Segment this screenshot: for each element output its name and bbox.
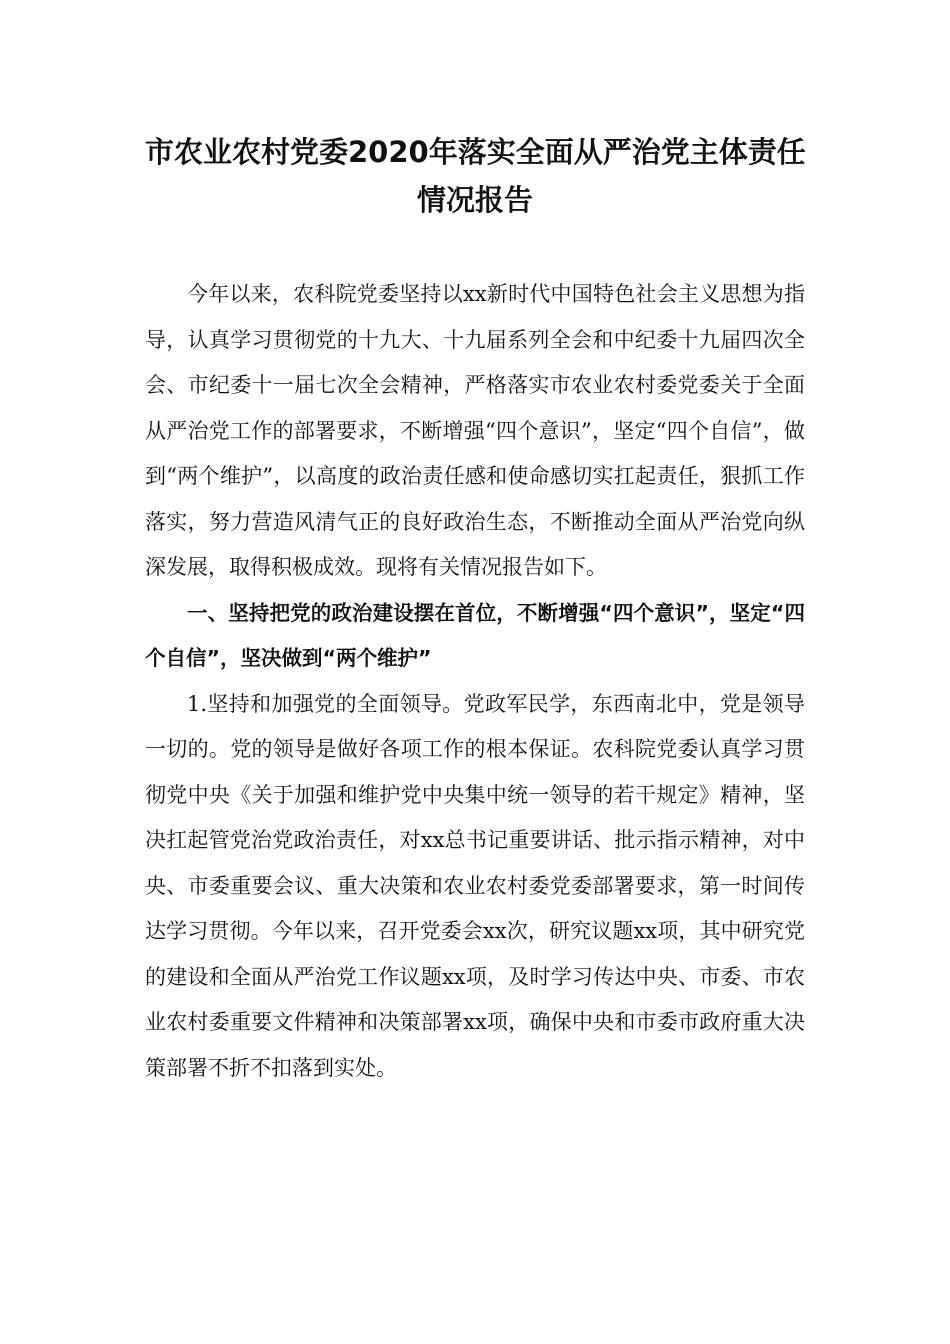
intro-paragraph: 今年以来，农科院党委坚持以xx新时代中国特色社会主义思想为指导，认真学习贯彻党的十九大、十九届系列全会和中纪委十九届四次全会、市纪委十一届七次全会精神，严格落实市农业农村委党委关于全面从严治党工作的部署要求，不断增强“四个意识”，坚定“四个自信”，做到“两个维护”，以高度的政治责任感和使命感切实扛起责任，狠抓工作落实，努力营造风清气正的良好政治生态，不断推动全面从严治党向纵深发展，取得积极成效。现将有关情况报告如下。	[145, 282, 805, 579]
document-content	[145, 128, 805, 1091]
document-title	[145, 128, 805, 224]
section-1-item-1: 1.坚持和加强党的全面领导。党政军民学，东西南北中，党是领导一切的。党的领导是做好各项工作的根本保证。农科院党委认真学习贯彻党中央《关于加强和维护党中央集中统一领导的若干规定》精神，坚决扛起管党治党政治责任，对xx总书记重要讲话、批示指示精神，对中央、市委重要会议、重大决策和农业农村委党委部署要求，第一时间传达学习贯彻。今年以来，召开党委会xx次，研究议题xx项，其中研究党的建设和全面从严治党工作议题xx项，及时学习传达中央、市委、市农业农村委重要文件精神和决策部署xx项，确保中央和市委市政府重大决策部署不折不扣落到实处。	[145, 691, 805, 1080]
section-1-heading: 一、坚持把党的政治建设摆在首位，不断增强“四个意识”，坚定“四个自信”，坚决做到“两个维护”	[145, 600, 805, 670]
title-line-1: 市农业农村党委2020年落实全面从严治党主体责任	[145, 135, 806, 169]
document-body	[145, 272, 805, 1091]
title-line-2: 情况报告	[416, 183, 533, 217]
